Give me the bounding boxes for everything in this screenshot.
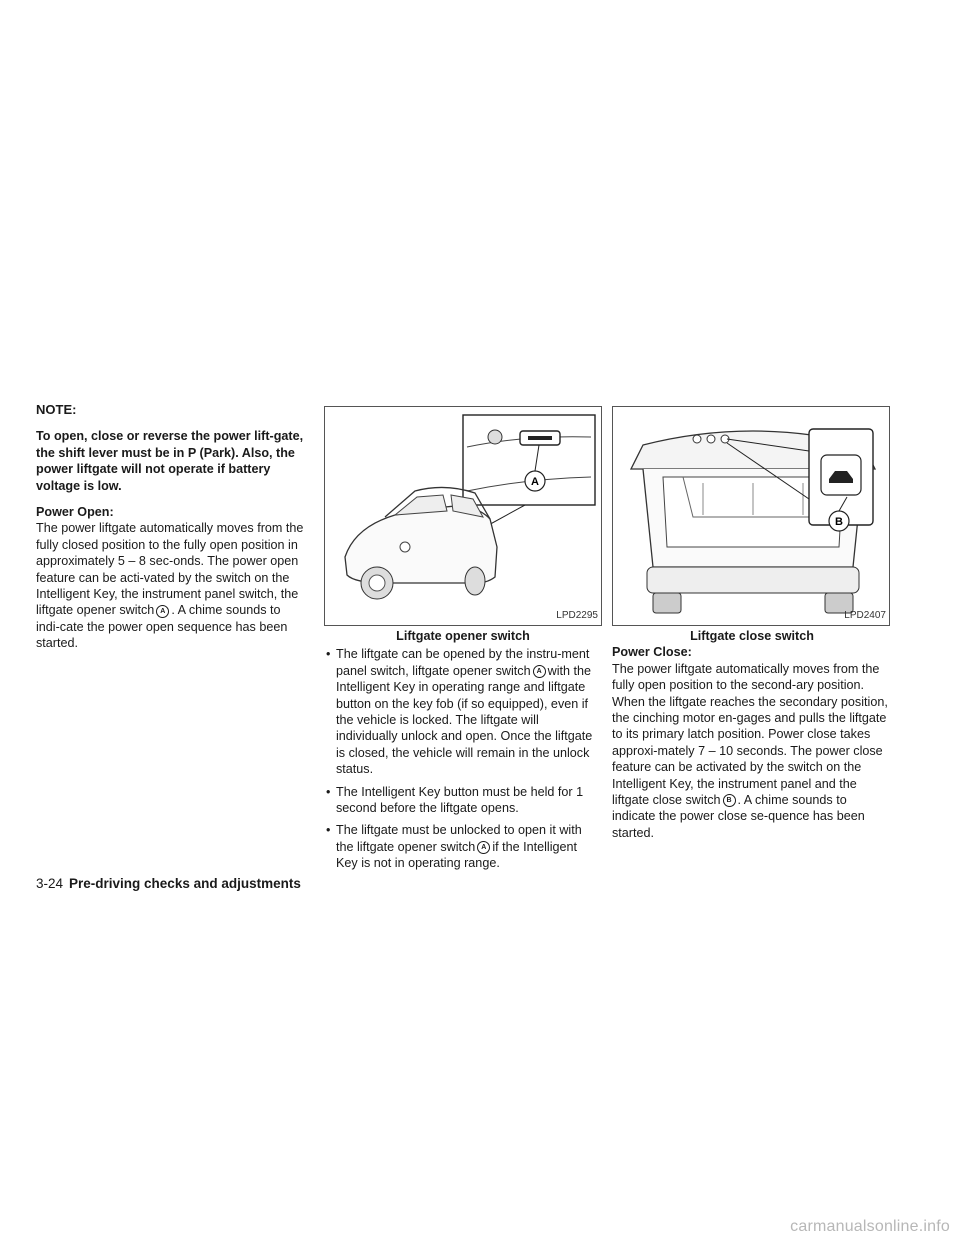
power-open-text: The power liftgate automatically moves from the fully closed position to the fully open position in approximately 5 – 8 sec-onds. The power open feature can be acti-vated by the switch on the Intelligent Key, the instrument panel switch, the liftgate opener switch A . A chime sounds to indi-cate the power open sequence has been started.	[36, 521, 304, 651]
figure-code: LPD2407	[844, 609, 886, 621]
page-number: 3-24	[36, 876, 64, 891]
bullet-list	[324, 646, 602, 871]
callout-a-marker: A	[156, 605, 169, 618]
callout-b-marker: B	[723, 794, 736, 807]
left-column	[36, 402, 306, 652]
callout-a-marker: A	[533, 665, 546, 678]
bullet-item: • The Intelligent Key button must be held for 1 second before the liftgate opens.	[324, 784, 602, 817]
liftgate-close-illustration	[613, 407, 890, 625]
watermark: carmanualsonline.info	[790, 1218, 950, 1235]
right-column	[612, 406, 892, 841]
liftgate-opener-figure	[324, 406, 602, 626]
section-title: Pre-driving checks and adjustments	[69, 876, 301, 891]
callout-b-label: B	[835, 516, 843, 528]
callout-a-marker: A	[477, 841, 490, 854]
liftgate-close-figure	[612, 406, 890, 626]
figure-caption: Liftgate close switch	[690, 629, 814, 643]
power-close-heading: Power Close:	[612, 645, 692, 660]
bullet-item: • The liftgate must be unlocked to open it with the liftgate opener switch A if the Intelligent Key is not in operating range.	[324, 822, 602, 871]
liftgate-opener-illustration	[325, 407, 601, 625]
power-open-heading: Power Open:	[36, 505, 114, 520]
page-footer	[36, 876, 301, 891]
note-body: To open, close or reverse the power lift-gate, the shift lever must be in P (Park). Also, the power liftgate will not operate if battery voltage is low.	[36, 429, 304, 493]
power-close-text: The power liftgate automatically moves from the fully open position to the second-ary position. When the liftgate reaches the secondary position, the cinching motor en-gages and pulls the liftgate to its primary latch position. Power close takes approxi-mately 7 – 10 seconds. The power close feature can be activated by the switch on the Intelligent Key, the instrument panel and the liftgate close switch B . A chime sounds to indicate the power close se-quence has been started.	[612, 661, 888, 840]
middle-column	[324, 406, 602, 878]
note-title: NOTE:	[36, 402, 77, 417]
figure-caption: Liftgate opener switch	[396, 629, 530, 643]
figure-code: LPD2295	[556, 609, 598, 621]
bullet-item: • The liftgate can be opened by the instru-ment panel switch, liftgate opener switch A with the Intelligent Key in operating range and liftgate button on the key fob (if so equipped), even if the vehicle is locked. The liftgate will individually unlock and open. Once the liftgate is closed, the vehicle will remain in the unlock status.	[324, 646, 602, 777]
callout-a-label: A	[531, 476, 539, 488]
